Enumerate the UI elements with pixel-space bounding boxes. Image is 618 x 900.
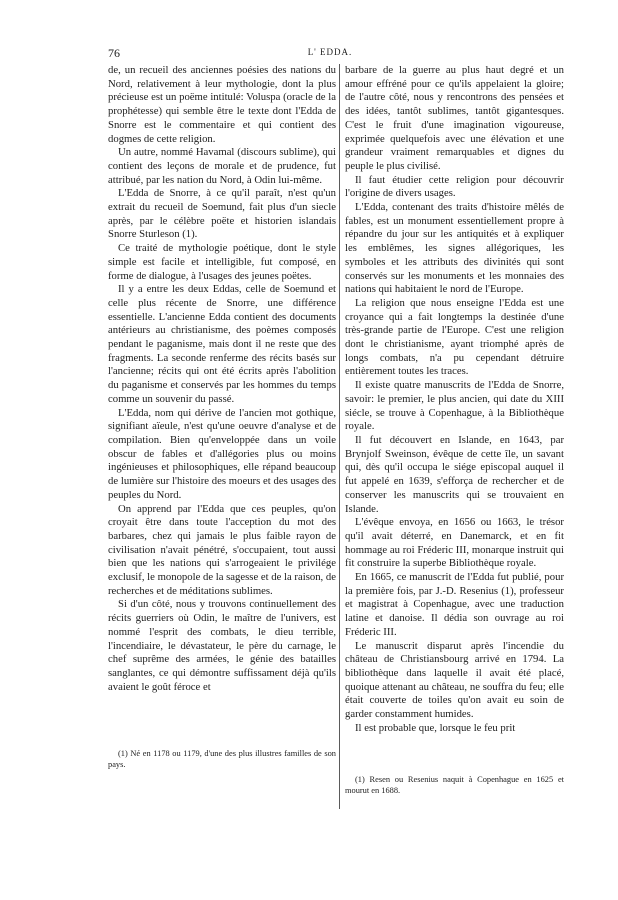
paragraph: Il est probable que, lorsque le feu prit [355,721,516,734]
paragraph: de, un recueil des anciennes poésies des nations du Nord, relativement à leur mythologie, dont la plus précieuse est un poëme intitulé: Voluspa (oracle de la prophétesse) qui semble être le texte dont l'Edda de Snorre est le commentaire et qui contient des dogmes de cette religion. [108,64,336,145]
paragraph: L'Edda, nom qui dérive de l'ancien mot gothique, signifiant aïeule, n'est qu'une oeuvre d'analyse et de compilation. Bien qu'enveloppée dans un voile obscur de fables et d'allégories plus ou moins ingénieuses et philosophiques, elle répand beaucoup de lumière sur l'histoire des moeurs et des usages des peuples du Nord. [108,406,336,501]
paragraph: Il faut étudier cette religion pour découvrir l'origine de divers usages. [345,173,564,200]
paragraph: Il existe quatre manuscrits de l'Edda de Snorre, savoir: le premier, le plus ancien, qui date du XIII siécle, se trouve à Copenhague, à la Bibliothèque royale. [345,379,564,433]
paragraph: Ce traité de mythologie poétique, dont le style simple est facile et intelligible, fut composé, en forme de dialogue, à l'usages des jeunes poëtes. [108,242,336,282]
right-column [345,64,564,735]
running-title: L' EDDA. [307,47,353,57]
paragraph: Il y a entre les deux Eddas, celle de Soemund et celle plus récente de Snorre, une différence essentielle. L'ancienne Edda contient des documents antérieurs au christianisme, des poèmes composés pendant le paganisme, mais dont il ne reste que des fragments. La seconde renferme des récits basés sur l'ancienne; récits qui ont été écrits après l'abolition du paganisme et conservés par les hommes du temps comme un souvenir du passé. [108,283,336,405]
paragraph: L'évêque envoya, en 1656 ou 1663, le trésor qu'il avait déterré, en Danemarck, et en fit hommage au roi Fréderic III, monarque instruit qui fit construire la superbe Bibliothèque royale. [345,516,564,570]
paragraph: Le manuscrit disparut après l'incendie du château de Christiansbourg arrivé en 1794. La bibliothèque dans laquelle il avait été placé, quoique attenant au château, ne souffra du feu; elle était couverte de toiles qu'on avait eu soin de garder constamment humides. [345,639,564,721]
paragraph: On apprend par l'Edda que ces peuples, qu'on croyait être dans toute l'acception du mot des barbares, chez qui jamais le plus faible rayon de civilisation n'avait pénétré, s'occupaient, tout aussi bien que les nations qui s'arrogeaient le privilége exclusif, le monopole de la sagesse et de la raison, de recherches et de méditations sublimes. [108,502,336,597]
paragraph: La religion que nous enseigne l'Edda est une croyance qui a fait longtemps la destinée d'une très-grande partie de l'Europe. C'est une religion dont le christianisme, ayant triomphé après de longs combats, n'a pu cependant détruire entièrement toutes les traces. [345,296,564,378]
paragraph: L'Edda, contenant des traits d'histoire mêlés de fables, est un monument essentiellement propre à répandre du jour sur les antiquités et à expliquer les emblêmes, les signes allégoriques, les symboles et les attributs des divinités qui sont conservés sur les monuments et les monnaies des nations qui habitaient le nord de l'Europe. [345,201,564,296]
running-header [108,46,552,60]
left-column [108,64,336,694]
paragraph: barbare de la guerre au plus haut degré et un amour effréné pour ce qu'ils appelaient la gloire; de l'autre côté, nous y rencontrons des pensées et des idées, tantôt sublimes, tantôt gigantesques. C'est le fruit d'une imagination vigoureuse, exprimée quelquefois avec une élévation et une grandeur vraiment remarquables et dignes du peuple le plus civilisé. [345,64,564,172]
column-divider [339,64,340,809]
paragraph: Un autre, nommé Havamal (discours sublime), qui contient des leçons de morale et de prudence, fut attribué, par les nation du Nord, à Odin lui-même. [108,146,336,186]
paragraph: L'Edda de Snorre, à ce qu'il paraît, n'est qu'un extrait du recueil de Soemund, fait plus d'un siecle après, par le célèbre poëte et historien islandais Snorre Sturleson (1). [108,187,336,241]
footnote-right [345,774,564,796]
footnote-left [108,748,336,770]
paragraph: Si d'un côté, nous y trouvons continuellement des récits guerriers où Odin, le maître de l'univers, est nommé l'esprit des combats, le dieu terrible, l'incendiaire, le dévastateur, le père du carnage, le chef suprême des armées, le génie des batailles sanglantes, ce qui démontre suffissament déjà qu'ils avaient le goût féroce et [108,598,336,693]
page-number: 76 [108,46,120,60]
paragraph: En 1665, ce manuscrit de l'Edda fut publié, pour la première fois, par J.-D. Resenius (1), professeur et magistrat à Copenhague, avec une traduction latine et danoise. Il dédia son ouvrage au roi Fréderic III. [345,571,564,638]
footnote-text: (1) Resen ou Resenius naquit à Copenhague en 1625 et mourut en 1688. [345,775,564,795]
footnote-text: (1) Né en 1178 ou 1179, d'une des plus illustres familles de son pays. [108,749,336,769]
paragraph: Il fut découvert en Islande, en 1643, par Brynjolf Sweinson, évêque de cette île, un savant qui, dès qu'il occupa le siége episcopal auquel il fut appelé en 1639, s'efforça de rechercher et de conserver les manuscrits qui se trouvaient en Islande. [345,433,564,515]
